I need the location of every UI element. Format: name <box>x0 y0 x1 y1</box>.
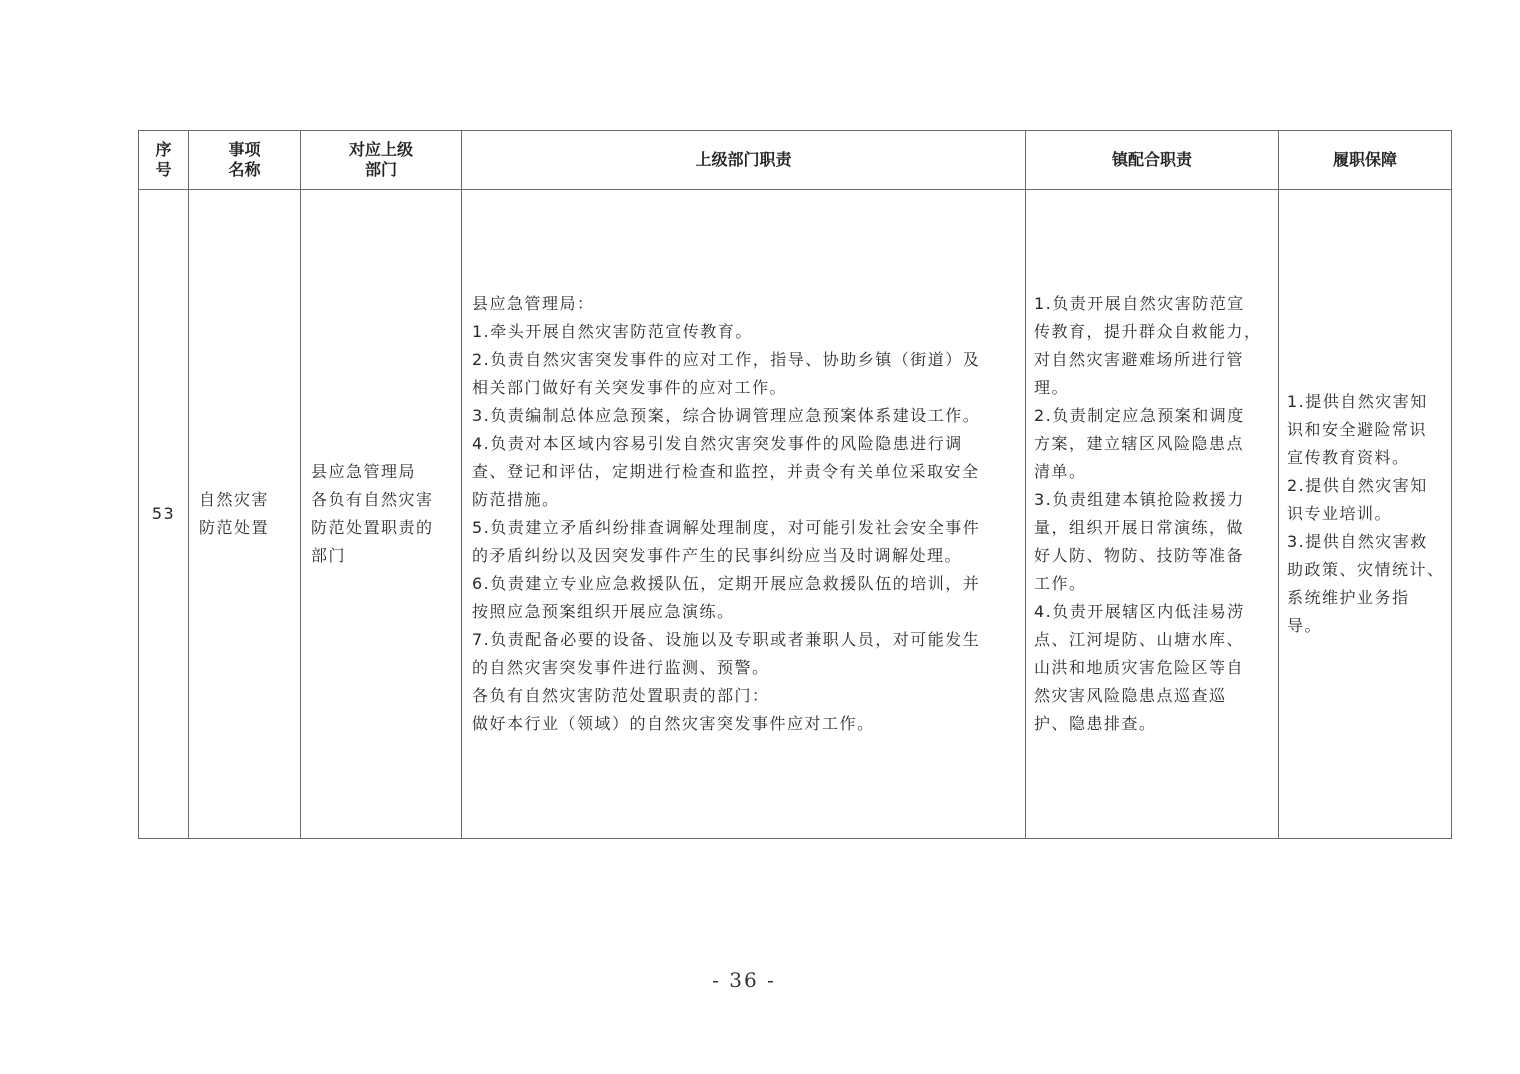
town-duty-line: 量，组织开展日常演练，做 <box>1034 518 1245 537</box>
responsibility-table-container <box>138 130 1451 839</box>
guarantee-line: 3.提供自然灾害救 <box>1287 532 1428 551</box>
town-duty-line: 2.负责制定应急预案和调度 <box>1034 406 1245 425</box>
header-seq-line: 序 <box>155 140 172 159</box>
cell-seq: 53 <box>139 190 189 839</box>
guarantee-line: 2.提供自然灾害知 <box>1287 476 1428 495</box>
header-town-duty: 镇配合职责 <box>1026 131 1279 190</box>
town-duty-line: 然灾害风险隐患点巡查巡 <box>1034 686 1227 705</box>
upper-duty-line: 的矛盾纠纷以及因突发事件产生的民事纠纷应当及时调解处理。 <box>472 546 963 565</box>
upper-duty-line: 的自然灾害突发事件进行监测、预警。 <box>472 658 770 677</box>
town-duty-line: 山洪和地质灾害危险区等自 <box>1034 658 1245 677</box>
upper-duty-line: 按照应急预案组织开展应急演练。 <box>472 602 735 621</box>
guarantee-line: 导。 <box>1287 616 1323 635</box>
cell-item-name-line: 自然灾害 <box>199 490 270 509</box>
town-duty-line: 3.负责组建本镇抢险救援力 <box>1034 490 1245 509</box>
header-item-name-line: 名称 <box>228 160 261 179</box>
cell-upper-dept-line: 防范处置职责的 <box>311 518 434 537</box>
town-duty-line: 工作。 <box>1034 574 1087 593</box>
cell-upper-dept-line: 县应急管理局 <box>311 462 417 481</box>
cell-item-name <box>189 190 301 839</box>
cell-guarantee <box>1279 190 1452 839</box>
cell-town-duty <box>1026 190 1279 839</box>
upper-duty-line: 查、登记和评估，定期进行检查和监控，并责令有关单位采取安全 <box>472 462 980 481</box>
table-header-row <box>139 131 1452 190</box>
town-duty-line: 理。 <box>1034 378 1070 397</box>
table-row <box>139 190 1452 839</box>
cell-upper-duty <box>462 190 1026 839</box>
cell-item-name-line: 防范处置 <box>199 518 270 537</box>
guarantee-line: 宣传教育资料。 <box>1287 448 1410 467</box>
cell-upper-dept-line: 各负有自然灾害 <box>311 490 434 509</box>
upper-duty-line: 1.牵头开展自然灾害防范宣传教育。 <box>472 322 753 341</box>
upper-duty-line: 5.负责建立矛盾纠纷排查调解处理制度，对可能引发社会安全事件 <box>472 518 981 537</box>
header-seq-line: 号 <box>155 160 172 179</box>
upper-duty-line: 6.负责建立专业应急救援队伍，定期开展应急救援队伍的培训，并 <box>472 574 981 593</box>
responsibility-table <box>138 130 1452 839</box>
header-upper-dept-line: 对应上级 <box>348 140 413 159</box>
cell-upper-dept <box>301 190 462 839</box>
upper-duty-line: 防范措施。 <box>472 490 560 509</box>
town-duty-line: 对自然灾害避难场所进行管 <box>1034 350 1245 369</box>
town-duty-line: 清单。 <box>1034 462 1087 481</box>
upper-duty-line: 各负有自然灾害防范处置职责的部门： <box>472 686 770 705</box>
guarantee-line: 系统维护业务指 <box>1287 588 1410 607</box>
guarantee-line: 识和安全避险常识 <box>1287 420 1428 439</box>
header-item-name-line: 事项 <box>228 140 261 159</box>
upper-duty-line: 县应急管理局： <box>472 294 595 313</box>
guarantee-line: 识专业培训。 <box>1287 504 1393 523</box>
town-duty-line: 1.负责开展自然灾害防范宣 <box>1034 294 1245 313</box>
cell-upper-dept-line: 部门 <box>311 546 347 565</box>
guarantee-line: 助政策、灾情统计、 <box>1287 560 1445 579</box>
town-duty-line: 传教育，提升群众自救能力， <box>1034 322 1262 341</box>
header-item-name <box>189 131 301 190</box>
guarantee-line: 1.提供自然灾害知 <box>1287 392 1428 411</box>
upper-duty-line: 7.负责配备必要的设备、设施以及专职或者兼职人员，对可能发生 <box>472 630 981 649</box>
upper-duty-line: 相关部门做好有关突发事件的应对工作。 <box>472 378 788 397</box>
header-upper-duty: 上级部门职责 <box>462 131 1026 190</box>
page-number: - 36 - <box>712 968 776 992</box>
upper-duty-line: 做好本行业（领域）的自然灾害突发事件应对工作。 <box>472 714 875 733</box>
header-seq <box>139 131 189 190</box>
town-duty-line: 护、隐患排查。 <box>1034 714 1157 733</box>
upper-duty-line: 2.负责自然灾害突发事件的应对工作，指导、协助乡镇（街道）及 <box>472 350 981 369</box>
town-duty-line: 点、江河堤防、山塘水库、 <box>1034 630 1245 649</box>
upper-duty-line: 3.负责编制总体应急预案，综合协调管理应急预案体系建设工作。 <box>472 406 981 425</box>
header-upper-dept <box>301 131 462 190</box>
header-upper-dept-line: 部门 <box>364 160 397 179</box>
town-duty-line: 4.负责开展辖区内低洼易涝 <box>1034 602 1245 621</box>
header-guarantee: 履职保障 <box>1279 131 1452 190</box>
upper-duty-line: 4.负责对本区域内容易引发自然灾害突发事件的风险隐患进行调 <box>472 434 963 453</box>
town-duty-line: 好人防、物防、技防等准备 <box>1034 546 1245 565</box>
town-duty-line: 方案，建立辖区风险隐患点 <box>1034 434 1245 453</box>
